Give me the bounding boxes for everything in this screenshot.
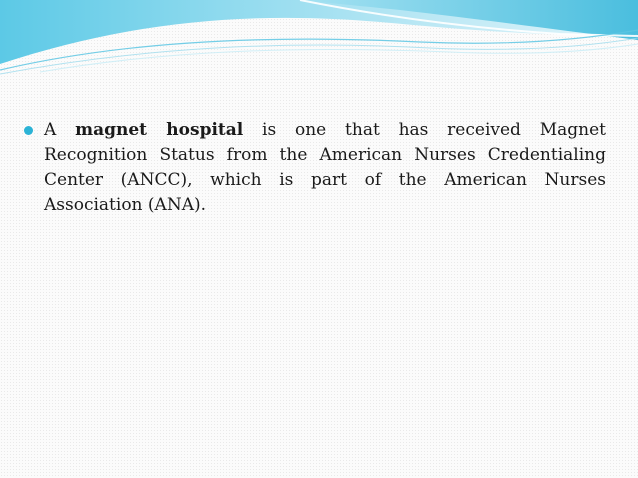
bullet-prefix: A bbox=[44, 120, 76, 140]
slide-content bbox=[24, 118, 606, 218]
bullet-dot-icon bbox=[24, 126, 33, 135]
bullet-text bbox=[44, 118, 606, 218]
bullet-suffix: is one that has received Magnet Recognition Status from the American Nurses Credentialing Center (ANCC), which is part of the American Nurses Association (ANA). bbox=[44, 120, 606, 215]
bullet-item bbox=[24, 118, 606, 218]
header-wave-decoration bbox=[0, 0, 638, 80]
bullet-emphasis: magnet hospital bbox=[75, 120, 244, 140]
